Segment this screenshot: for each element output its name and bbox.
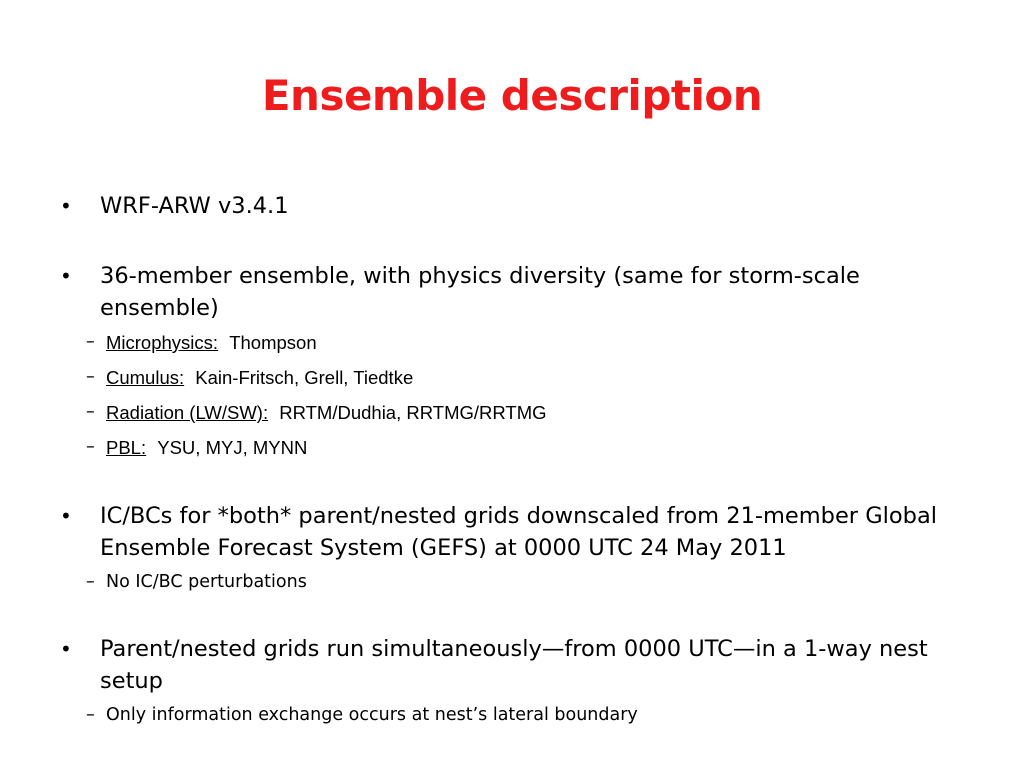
sub-bullet-term: Microphysics: [106,332,219,353]
bullet-text: 36-member ensemble, with physics diversity (same for storm-scale ensemble) [100,263,860,321]
dash-icon: – [86,367,95,387]
sub-bullet-text: YSU, MYJ, MYNN [157,437,308,458]
bullet-text: IC/BCs for *both* parent/nested grids downscaled from 21-member Global Ensemble Forecast System (GEFS) at 0000 UTC 24 May 2011 [100,503,937,561]
dash-icon: – [86,332,95,352]
bullet-item [60,190,980,222]
sub-bullet-text: RRTM/Dudhia, RRTMG/RRTMG [279,402,547,423]
bullet-dot-icon: • [60,504,72,528]
bullet-dot-icon: • [60,637,72,661]
sub-bullet-text: Kain-Fritsch, Grell, Tiedtke [195,367,414,388]
sub-bullet-item [60,566,980,599]
sub-bullet-list [86,326,980,466]
sub-bullet-text: No IC/BC perturbations [106,572,307,592]
slide-title: Ensemble description [261,71,763,120]
dash-icon: – [86,705,95,725]
sub-bullet-list [86,566,980,599]
sub-bullet-term: Radiation (LW/SW): [106,402,269,423]
bullet-item [60,633,980,732]
bullet-text: WRF-ARW v3.4.1 [100,193,289,219]
bullet-list [60,190,980,732]
sub-bullet-text: Only information exchange occurs at nest’s lateral boundary [106,705,638,725]
dash-icon: – [86,572,95,592]
dash-icon: – [86,437,95,457]
sub-bullet-item [60,699,980,732]
bullet-dot-icon: • [60,264,72,288]
sub-bullet-list [86,699,980,732]
sub-bullet-term: PBL: [106,437,147,458]
sub-bullet-item [60,396,980,431]
dash-icon: – [86,402,95,422]
sub-bullet-item [60,431,980,466]
sub-bullet-item [60,361,980,396]
sub-bullet-item [60,326,980,361]
bullet-text: Parent/nested grids run simultaneously—from 0000 UTC—in a 1-way nest setup [100,636,928,694]
sub-bullet-text: Thompson [229,332,317,353]
bullet-item [60,500,980,599]
bullet-item [60,260,980,466]
sub-bullet-term: Cumulus: [106,367,185,388]
bullet-dot-icon: • [60,194,72,218]
